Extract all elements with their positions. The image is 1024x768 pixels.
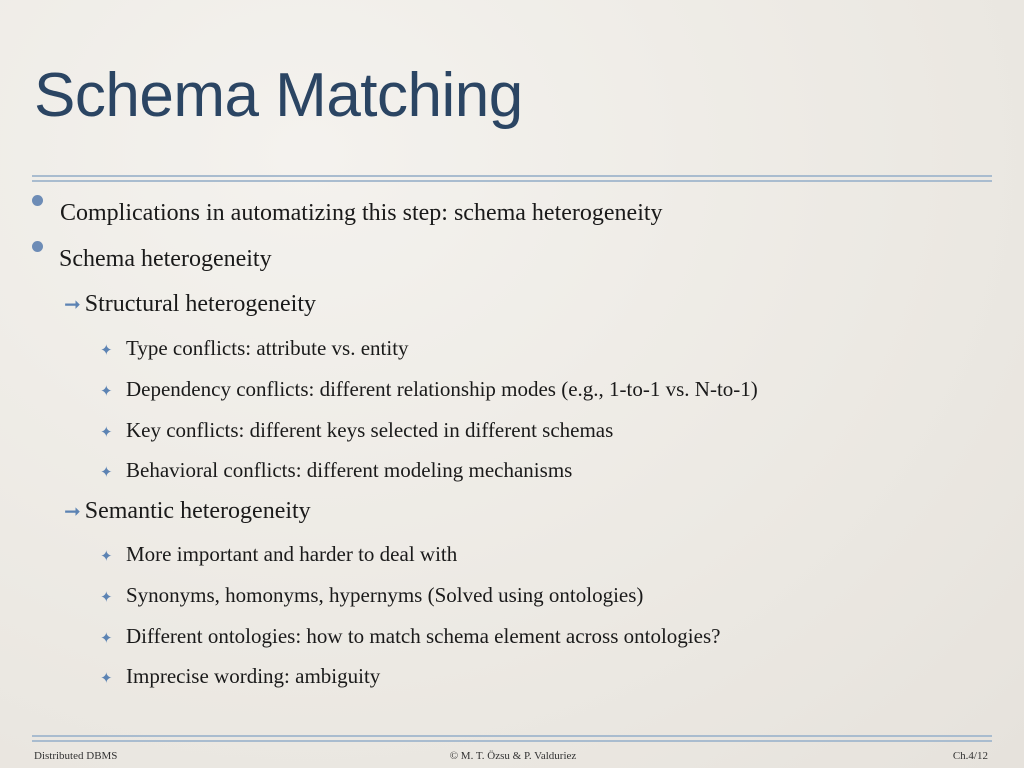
sub-bullet-item — [64, 291, 316, 318]
sub-bullet-text: Semantic heterogeneity — [84, 498, 311, 524]
list-item-text: Dependency conflicts: different relationship modes (e.g., 1-to-1 vs. N-to-1) — [126, 377, 758, 401]
bullet-item — [32, 246, 272, 273]
list-item-text: Synonyms, homonyms, hypernyms (Solved using ontologies) — [126, 583, 644, 607]
bullet-text: Complications in automatizing this step: schema heterogeneity — [60, 200, 663, 226]
list-item-text: Behavioral conflicts: different modeling mechanisms — [126, 458, 573, 482]
right-arrow-icon: ➞ — [64, 499, 81, 523]
list-item-text: Imprecise wording: ambiguity — [126, 664, 381, 688]
footer-copyright: © M. T. Özsu & P. Valduriez — [449, 750, 577, 762]
footer-divider-line — [32, 735, 992, 737]
right-arrow-icon: ➞ — [64, 292, 81, 316]
four-point-star-icon: ✦ — [100, 463, 113, 481]
bullet-item — [32, 200, 663, 227]
four-point-star-icon: ✦ — [100, 382, 113, 400]
sub-bullet-item — [64, 498, 311, 525]
list-item-text: Key conflicts: different keys selected in different schemas — [126, 418, 614, 442]
footer-slide-number: Ch.4/12 — [952, 750, 988, 762]
bullet-dot-icon — [32, 241, 43, 252]
list-item — [100, 336, 409, 361]
footer-course-name: Distributed DBMS — [34, 750, 118, 762]
list-item-text: Type conflicts: attribute vs. entity — [126, 336, 409, 360]
list-item — [100, 624, 720, 649]
bullet-dot-icon — [32, 195, 43, 206]
four-point-star-icon: ✦ — [100, 669, 113, 687]
list-item — [100, 377, 758, 402]
four-point-star-icon: ✦ — [100, 341, 113, 359]
bullet-text: Schema heterogeneity — [59, 246, 272, 272]
four-point-star-icon: ✦ — [100, 547, 113, 565]
four-point-star-icon: ✦ — [100, 588, 113, 606]
list-item — [100, 583, 643, 608]
sub-bullet-text: Structural heterogeneity — [84, 291, 317, 317]
list-item — [100, 664, 380, 689]
footer-divider-line — [32, 740, 992, 742]
list-item — [100, 458, 572, 483]
slide-title: Schema Matching — [34, 61, 523, 130]
four-point-star-icon: ✦ — [100, 423, 113, 441]
four-point-star-icon: ✦ — [100, 629, 113, 647]
list-item — [100, 542, 457, 567]
list-item-text: Different ontologies: how to match schema element across ontologies? — [126, 624, 721, 648]
list-item-text: More important and harder to deal with — [126, 542, 458, 566]
list-item — [100, 418, 613, 443]
